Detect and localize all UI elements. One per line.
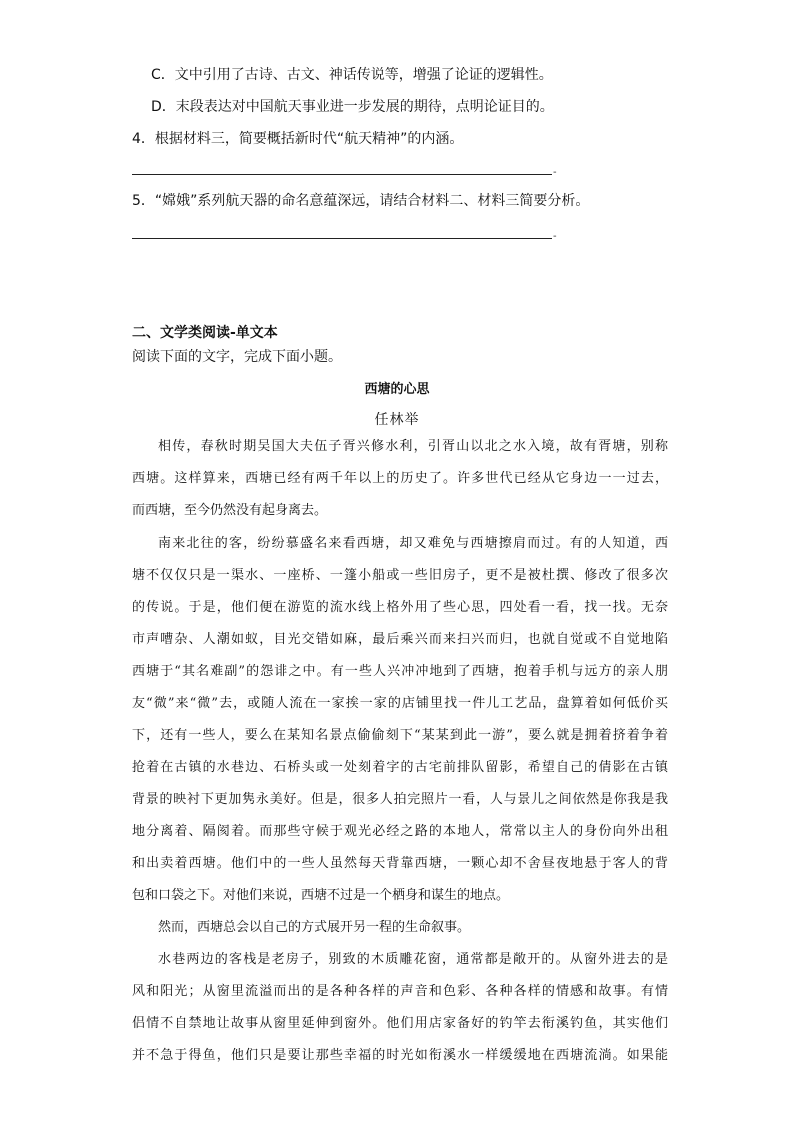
essay-paragraph-line: 南来北往的客，纷纷慕盛名来看西塘，却又难免与西塘擦肩而过。有的人知道，西 [158, 536, 668, 551]
essay-paragraph-line: 西塘于“其名难副”的怨诽之中。有一些人兴冲冲地到了西塘，抱着手机与远方的亲人朋 [132, 664, 668, 679]
essay-paragraph-line: 友“微”来“微”去，或随人流在一家挨一家的店铺里找一件儿工艺品，盘算着如何低价买 [132, 696, 668, 711]
essay-paragraph-line: 风和阳光；从窗里流溢而出的是各种各样的声音和色彩、各种各样的情感和故事。有情 [132, 984, 668, 999]
essay-paragraph-line: 和出卖着西塘。他们中的一些人虽然每天背靠西塘，一颗心却不舍昼夜地悬于客人的背 [132, 856, 668, 871]
essay-paragraph-line: 抢着在古镇的水巷边、石桥头或一处刻着字的古宅前排队留影，希望自己的倩影在古镇 [132, 760, 668, 775]
section-instruction: 阅读下面的文字，完成下面小题。 [132, 349, 342, 365]
section-heading: 二、文学类阅读-单文本 [132, 325, 278, 341]
essay-paragraph-line: 侣情不自禁地让故事从窗里延伸到窗外。他们用店家备好的钓竿去衔溪钓鱼，其实他们 [132, 1016, 668, 1031]
question-5-answer-line[interactable] [132, 238, 552, 239]
essay-title: 西塘的心思 [364, 382, 430, 397]
essay-author: 任林举 [374, 412, 420, 428]
essay-paragraph-line: 并不急于得鱼，他们只是要让那些幸福的时光如衔溪水一样缓缓地在西塘流淌。如果能 [132, 1048, 668, 1063]
essay-paragraph-line: 水巷两边的客栈是老房子，别致的木质雕花窗，通常都是敞开的。从窗外进去的是 [158, 952, 668, 967]
question-5-answer-tick: - [553, 231, 557, 242]
question-4-answer-line[interactable] [132, 174, 552, 175]
option-d-text: D．末段表达对中国航天事业进一步发展的期待，点明论证目的。 [151, 99, 554, 115]
essay-paragraph-line: 背景的映衬下更加隽永美好。但是，很多人拍完照片一看，人与景儿之间依然是你我是我 [132, 792, 668, 807]
option-c-text: C．文中引用了古诗、古文、神话传说等，增强了论证的逻辑性。 [151, 67, 553, 83]
essay-paragraph-line: 西塘。这样算来，西塘已经有两千年以上的历史了。许多世代已经从它身边一一过去， [132, 471, 668, 486]
essay-paragraph-line: 然而，西塘总会以自己的方式展开另一程的生命叙事。 [158, 920, 471, 935]
essay-paragraph-line: 的传说。于是，他们便在游览的流水线上格外用了些心思，四处看一看，找一找。无奈 [132, 600, 668, 615]
question-4-answer-tick: - [553, 167, 557, 178]
essay-paragraph-line: 而西塘，至今仍然没有起身离去。 [132, 503, 328, 518]
essay-paragraph-line: 下，还有一些人，要么在某知名景点偷偷刻下“某某到此一游”，要么就是拥着挤着争着 [132, 728, 668, 743]
question-5-text: 5．“嫦娥”系列航天器的命名意蕴深远，请结合材料二、材料三简要分析。 [132, 193, 590, 209]
question-4-text: 4．根据材料三，简要概括新时代“航天精神”的内涵。 [132, 131, 464, 147]
essay-paragraph-line: 相传，春秋时期吴国大夫伍子胥兴修水利，引胥山以北之水入境，故有胥塘，别称 [158, 439, 668, 454]
essay-paragraph-line: 塘不仅仅只是一渠水、一座桥、一篷小船或一些旧房子，更不是被杜撰、修改了很多次 [132, 568, 668, 583]
essay-paragraph-line: 地分离着、隔阂着。而那些守候于观光必经之路的本地人，常常以主人的身份向外出租 [132, 824, 668, 839]
essay-paragraph-line: 包和口袋之下。对他们来说，西塘不过是一个栖身和谋生的地点。 [132, 888, 510, 903]
essay-paragraph-line: 市声嘈杂、人潮如蚁，目光交错如麻，最后乘兴而来扫兴而归，也就自觉或不自觉地陷 [132, 632, 668, 647]
